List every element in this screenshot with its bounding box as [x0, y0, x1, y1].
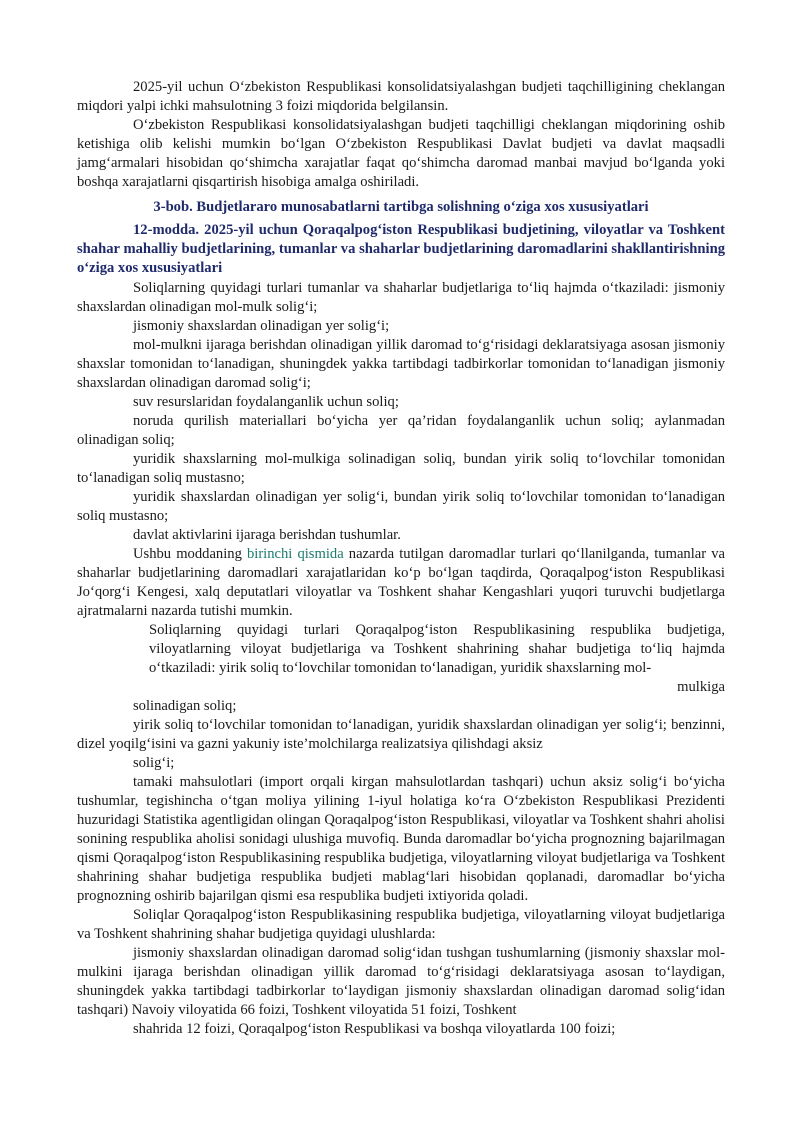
paragraph: tamaki mahsulotlari (import orqali kirgan mahsulotlardan tashqari) uchun aksiz solig‘i bo‘yicha tushumlar, tegishincha o‘tgan moliya yilining 1-iyul holatiga ko‘ra O‘zbekiston Respublikasi Prezidenti huzuridagi Statistika agentligidan olingan Qoraqalpog‘iston Respublikasi, viloyatlar va Toshkent shahri aholisi sonining respublika aholisi sonidagi ulushiga muvofiq. Bunda daromadlar bo‘yicha prognozning bajarilmagan qismi Qoraqalpog‘iston Respublikasining respublika budjetiga, viloyatlarning viloyat budjetlariga va Toshkent shahrining shahar budjetiga respublika budjeti mablag‘lari hisobidan qoplanadi, daromadlar bo‘yicha prognozning oshirib bajarilgan qismi esa respublika budjeti ixtiyorida qoladi. [77, 774, 725, 904]
document-page [77, 78, 725, 1039]
cross-reference-link[interactable]: birinchi qismida [246, 546, 344, 562]
paragraph: O‘zbekiston Respublikasi konsolidatsiyalashgan budjeti taqchilligi cheklangan miqdorining oshib ketishiga olib kelishi mumkin bo‘lgan O‘zbekiston Respublikasi Davlat budjeti va davlat maqsadli jamg‘armalari hisobidan qo‘shimcha xarajatlar faqat qo‘shimcha daromad manbai mavjud bo‘lganda yoki boshqa xarajatlarni qisqartirish hisobiga amalga oshiriladi. [77, 117, 725, 190]
paragraph: davlat aktivlarini ijaraga berishdan tushumlar. [133, 527, 401, 543]
text-span: nazarda tutilgan daromadlar turlari qo‘llanilganda, tumanlar va shaharlar budjetlarining daromadlari xarajatlaridan ko‘p bo‘lgan taqdirda, Qoraqalpog‘iston Respublikasi Jo‘qorg‘i Kengesi, xalq deputatlari viloyatlar va Toshkent shahar Kengashlari yuqori turuvchi budjetlarga ajratmalarni nazarda tutishi mumkin. [77, 546, 725, 619]
paragraph: solig‘i; [133, 755, 175, 771]
paragraph: 2025-yil uchun O‘zbekiston Respublikasi konsolidatsiyalashgan budjeti taqchilligining cheklangan miqdori yalpi ichki mahsulotning 3 foizi miqdorida belgilansin. [77, 79, 725, 114]
paragraph: noruda qurilish materiallari bo‘yicha yer qa’ridan foydalanganlik uchun soliq; aylanmadan olinadigan soliq; [77, 413, 725, 448]
paragraph: Soliqlar Qoraqalpog‘iston Respublikasining respublika budjetiga, viloyatlarning viloyat budjetlariga va Toshkent shahrining shahar budjetiga quyidagi ulushlarda: [77, 907, 725, 942]
paragraph: yirik soliq to‘lovchilar tomonidan to‘lanadigan, yuridik shaxslardan olinadigan yer solig‘i; benzinni, dizel yoqilg‘isini va gazni yakuniy iste’molchilarga realizatsiya qilishdagi aksiz [77, 717, 725, 752]
paragraph: yuridik shaxslardan olinadigan yer solig‘i, bundan yirik soliq to‘lovchilar tomonidan to‘lanadigan soliq mustasno; [77, 489, 725, 524]
paragraph: shahrida 12 foizi, Qoraqalpog‘iston Respublikasi va boshqa viloyatlarda 100 foizi; [133, 1021, 616, 1037]
paragraph [77, 545, 725, 621]
article-heading: 12-modda. 2025-yil uchun Qoraqalpog‘iston Respublikasi budjetining, viloyatlar va Toshkent shahar mahalliy budjetlarining, tumanlar va shaharlar budjetlarining daromadlarini shakllantirishning o‘ziga xos xususiyatlari [77, 222, 725, 276]
paragraph-continuation: mulkiga [677, 679, 725, 695]
paragraph: mol-mulkni ijaraga berishdan olinadigan yillik daromad to‘g‘risidagi deklaratsiyaga asosan jismoniy shaxslar tomonidan to‘lanadigan, shuningdek yakka tartibdagi tadbirkorlar tomonidan to‘lanadigan jismoniy shaxslardan olinadigan daromad solig‘i; [77, 337, 725, 391]
chapter-heading: 3-bob. Budjetlararo munosabatlarni tartibga solishning o‘ziga xos xususiyatlari [153, 199, 649, 215]
paragraph: yuridik shaxslarning mol-mulkiga solinadigan soliq, bundan yirik soliq to‘lovchilar tomonidan to‘lanadigan soliq mustasno; [77, 451, 725, 486]
paragraph: jismoniy shaxslardan olinadigan daromad solig‘idan tushgan tushumlarning (jismoniy shaxslar mol-mulkini ijaraga berishdan olinadigan yillik daromad to‘g‘risidagi deklaratsiyaga asosan to‘laydigan, shuningdek yakka tartibdagi tadbirkorlar to‘laydigan jismoniy shaxslardan olinadigan daromad solig‘idan tashqari) Navoiy viloyatida 66 foizi, Toshkent viloyatida 51 foizi, Toshkent [77, 945, 725, 1018]
paragraph: Soliqlarning quyidagi turlari Qoraqalpog‘iston Respublikasining respublika budjetiga, viloyatlarning viloyat budjetlariga va Toshkent shahrining shahar budjetiga to‘liq hajmda o‘tkaziladi: yirik soliq to‘lovchilar tomonidan to‘lanadigan, yuridik shaxslarning mol- [149, 622, 725, 676]
paragraph: Soliqlarning quyidagi turlari tumanlar va shaharlar budjetlariga to‘liq hajmda o‘tkaziladi: jismoniy shaxslardan olinadigan mol-mulk solig‘i; [77, 280, 725, 315]
paragraph: jismoniy shaxslardan olinadigan yer solig‘i; [133, 318, 390, 334]
text-span: Ushbu moddaning [133, 546, 247, 562]
paragraph: solinadigan soliq; [133, 698, 237, 714]
paragraph: suv resurslaridan foydalanganlik uchun soliq; [133, 394, 399, 410]
